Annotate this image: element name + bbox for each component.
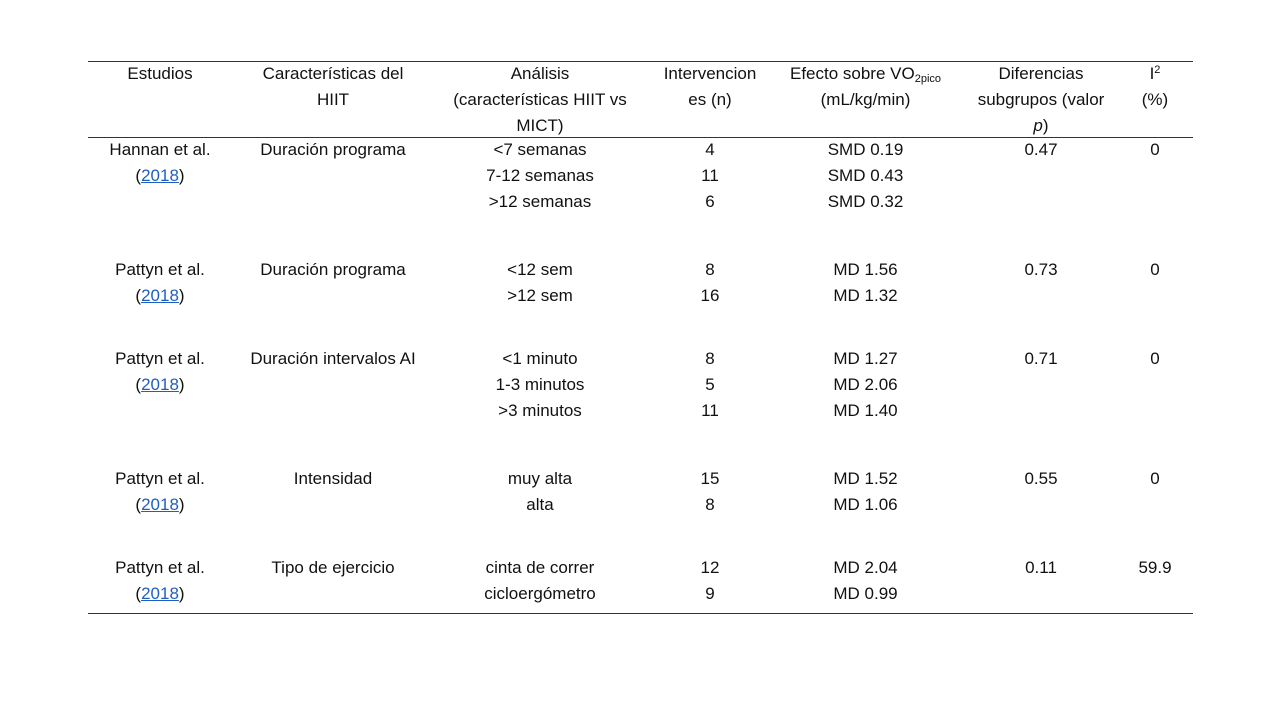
row-4-interventions: 15 8 [700, 469, 720, 514]
header-analysis: Análisis (características HIIT vs MICT) [453, 64, 627, 135]
row-5-interventions: 12 9 [700, 558, 720, 603]
row-3-study: Pattyn et al. (2018) [115, 349, 205, 394]
row-1-interventions: 4 11 6 [701, 140, 719, 211]
header-differences: Diferencias subgrupos (valor p) [977, 64, 1105, 135]
row-2-year-link[interactable]: 2018 [141, 286, 179, 305]
row-5-study: Pattyn et al. (2018) [115, 558, 205, 603]
row-5-i2: 59.9 [1138, 558, 1172, 577]
row-4-study: Pattyn et al. (2018) [115, 469, 205, 514]
row-1-characteristic: Duración programa [260, 140, 406, 159]
row-2-study: Pattyn et al. (2018) [115, 260, 205, 305]
row-2-characteristic: Duración programa [260, 260, 406, 279]
row-3-i2: 0 [1150, 349, 1160, 368]
row-1-analysis: <7 semanas 7-12 semanas >12 semanas [486, 140, 594, 211]
row-2-effect: MD 1.56 MD 1.32 [833, 260, 898, 305]
row-5-characteristic: Tipo de ejercicio [271, 558, 395, 577]
row-4-i2: 0 [1150, 469, 1160, 488]
row-2-analysis: <12 sem >12 sem [507, 260, 573, 305]
row-1-study: Hannan et al. (2018) [109, 140, 211, 185]
row-3-characteristic: Duración intervalos AI [250, 349, 416, 368]
row-4-p-value: 0.55 [1024, 469, 1058, 488]
row-3-year-link[interactable]: 2018 [141, 375, 179, 394]
row-1-effect: SMD 0.19 SMD 0.43 SMD 0.32 [827, 140, 904, 211]
header-interventions: Intervencion es (n) [663, 64, 757, 109]
row-4-analysis: muy alta alta [507, 469, 573, 514]
row-5-year-link[interactable]: 2018 [141, 584, 179, 603]
row-3-p-value: 0.71 [1024, 349, 1058, 368]
row-2-i2: 0 [1150, 260, 1160, 279]
row-3-effect: MD 1.27 MD 2.06 MD 1.40 [833, 349, 898, 420]
row-4-year-link[interactable]: 2018 [141, 495, 179, 514]
table-bottom-rule [88, 613, 1193, 614]
row-2-p-value: 0.73 [1024, 260, 1058, 279]
row-4-effect: MD 1.52 MD 1.06 [833, 469, 898, 514]
row-4-characteristic: Intensidad [293, 469, 373, 488]
row-5-effect: MD 2.04 MD 0.99 [833, 558, 898, 603]
header-studies: Estudios [127, 64, 193, 83]
row-5-analysis: cinta de correr cicloergómetro [484, 558, 596, 603]
row-3-analysis: <1 minuto 1-3 minutos >3 minutos [495, 349, 585, 420]
row-1-i2: 0 [1150, 140, 1160, 159]
row-3-interventions: 8 5 11 [701, 349, 719, 420]
header-effect: Efecto sobre $VO_{2pico}$ (mL/kg/min) [789, 64, 942, 109]
row-1-year-link[interactable]: 2018 [141, 166, 179, 185]
row-1-p-value: 0.47 [1024, 140, 1058, 159]
header-characteristics: Características del HIIT [262, 64, 404, 109]
header-i2: $I^2$ (%) [1141, 64, 1169, 109]
row-2-interventions: 8 16 [700, 260, 720, 305]
row-5-p-value: 0.11 [1025, 558, 1057, 577]
